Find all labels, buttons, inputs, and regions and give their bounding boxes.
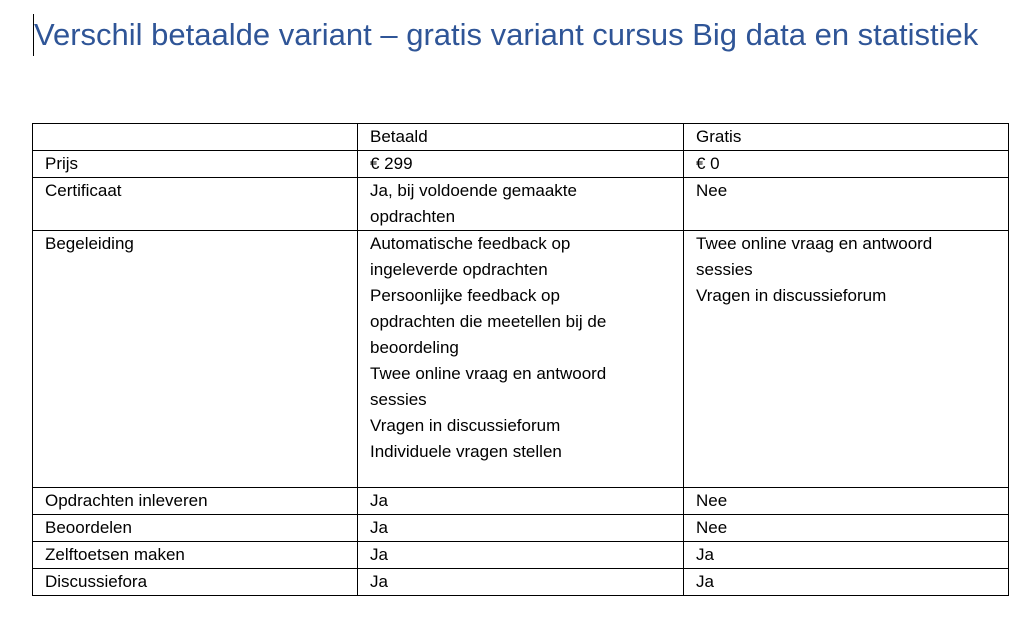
betaald-cell[interactable] bbox=[358, 542, 684, 569]
cell-line: opdrachten bbox=[370, 207, 456, 226]
betaald-cell[interactable] bbox=[358, 151, 684, 178]
row-label[interactable]: Certificaat bbox=[33, 178, 358, 231]
comparison-table bbox=[32, 123, 1009, 596]
document-title[interactable]: Verschil betaalde variant – gratis variant cursus Big data en statistiek bbox=[34, 17, 979, 52]
cell-line: Twee online vraag en antwoord bbox=[370, 364, 607, 383]
table-row-opdrachten-inleveren bbox=[33, 488, 1009, 515]
header-cell-betaald[interactable]: Betaald bbox=[358, 124, 684, 151]
cell-line: Nee bbox=[696, 491, 728, 510]
betaald-cell[interactable] bbox=[358, 488, 684, 515]
betaald-cell[interactable] bbox=[358, 178, 684, 231]
cell-line: Ja, bij voldoende gemaakte bbox=[370, 181, 577, 200]
cell-line: Persoonlijke feedback op bbox=[370, 286, 560, 305]
table-header-row bbox=[33, 124, 1009, 151]
cell-line: Ja bbox=[370, 572, 388, 591]
cell-line: Ja bbox=[696, 572, 714, 591]
cell-line: Automatische feedback op bbox=[370, 234, 571, 253]
cell-line: Individuele vragen stellen bbox=[370, 442, 562, 461]
gratis-cell[interactable] bbox=[684, 569, 1009, 596]
cell-line: € 0 bbox=[696, 154, 720, 173]
cell-line: Ja bbox=[370, 518, 388, 537]
table-row-prijs bbox=[33, 151, 1009, 178]
gratis-cell[interactable] bbox=[684, 178, 1009, 231]
header-cell-empty[interactable] bbox=[33, 124, 358, 151]
row-label[interactable]: Prijs bbox=[33, 151, 358, 178]
header-cell-gratis[interactable]: Gratis bbox=[684, 124, 1009, 151]
gratis-cell[interactable] bbox=[684, 151, 1009, 178]
gratis-cell[interactable] bbox=[684, 231, 1009, 488]
cell-line: Vragen in discussieforum bbox=[370, 416, 561, 435]
cell-line: sessies bbox=[370, 390, 427, 409]
cell-line: ingeleverde opdrachten bbox=[370, 260, 548, 279]
table-row-zelftoetsen-maken bbox=[33, 542, 1009, 569]
cell-line: Nee bbox=[696, 181, 728, 200]
row-label[interactable]: Opdrachten inleveren bbox=[33, 488, 358, 515]
cell-line: Nee bbox=[696, 518, 728, 537]
cell-line: beoordeling bbox=[370, 338, 459, 357]
gratis-cell[interactable] bbox=[684, 542, 1009, 569]
table-row-beoordelen bbox=[33, 515, 1009, 542]
row-label[interactable]: Discussiefora bbox=[33, 569, 358, 596]
gratis-cell[interactable] bbox=[684, 488, 1009, 515]
cell-line: Ja bbox=[370, 545, 388, 564]
table-row-certificaat bbox=[33, 178, 1009, 231]
betaald-cell[interactable] bbox=[358, 231, 684, 488]
table-row-discussiefora bbox=[33, 569, 1009, 596]
table-row-begeleiding bbox=[33, 231, 1009, 488]
row-label[interactable]: Beoordelen bbox=[33, 515, 358, 542]
cell-line: Ja bbox=[696, 545, 714, 564]
cell-line: sessies bbox=[696, 260, 753, 279]
row-label[interactable]: Begeleiding bbox=[33, 231, 358, 488]
betaald-cell[interactable] bbox=[358, 569, 684, 596]
betaald-cell[interactable] bbox=[358, 515, 684, 542]
gratis-cell[interactable] bbox=[684, 515, 1009, 542]
cell-line: opdrachten die meetellen bij de bbox=[370, 312, 607, 331]
cell-line: € 299 bbox=[370, 154, 413, 173]
cell-line: Ja bbox=[370, 491, 388, 510]
cell-line: Twee online vraag en antwoord bbox=[696, 234, 933, 253]
row-label[interactable]: Zelftoetsen maken bbox=[33, 542, 358, 569]
cell-line: Vragen in discussieforum bbox=[696, 286, 887, 305]
